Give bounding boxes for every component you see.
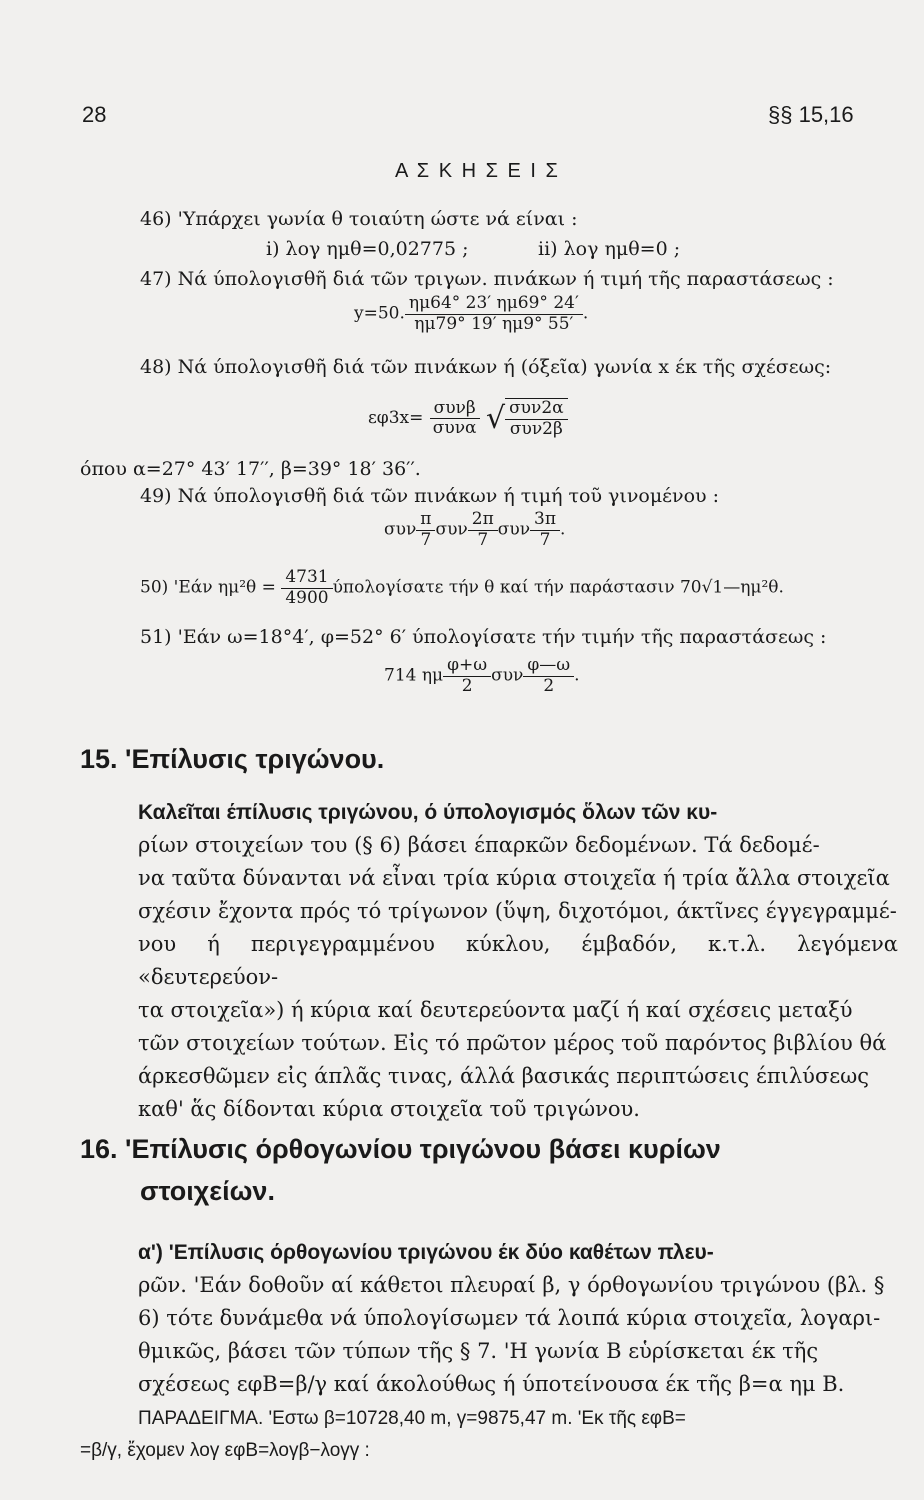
fraction-denominator: 4900 (285, 587, 329, 608)
section-16-title-cont: στοιχείων. (140, 1176, 275, 1206)
body-line: σχέσεως εφΒ=β/γ καί άκολούθως ή ύποτείνουσα έκ τῆς β=α ημ Β. (138, 1372, 845, 1396)
exercise-46-part-ii: ii) λογ ημθ=0 ; (538, 238, 681, 260)
body-line: καθ' ἅς δίδονται κύρια στοιχεῖα τοῦ τριγώνου. (138, 1097, 640, 1121)
square-root-icon: √ (485, 401, 506, 437)
formula-fraction-2 (505, 398, 568, 439)
fraction-3 (530, 510, 560, 550)
fraction-numerator: ημ64° 23′ ημ69° 24′ (405, 294, 583, 315)
body-line: σχέσιν ἔχοντα πρός τό τρίγωνον (ὕψη, διχοτόμοι, άκτῖνες έγγεγραμμέ- (138, 899, 897, 923)
exercise-49-formula (384, 510, 565, 550)
fraction-denominator: συν2β (509, 418, 563, 439)
exercise-48: 48) Νά ύπολογισθῆ διά τῶν πινάκων ή (όξεῖα) γωνία x έκ τῆς σχέσεως: (140, 356, 832, 378)
exercise-47-formula (354, 294, 588, 334)
exercise-47: 47) Νά ύπολογισθῆ διά τῶν τριγων. πινάκων ή τιμή τῆς παραστάσεως : (140, 268, 834, 290)
fraction-denominator: 7 (539, 529, 551, 550)
exercise-50-fraction (281, 568, 332, 608)
formula-end: . (574, 665, 580, 686)
page-number: 28 (82, 102, 107, 127)
exercise-46-part-i: i) λογ ημθ=0,02775 ; (266, 238, 469, 260)
example-line-1: ΠΑΡΑΔΕΙΓΜΑ. 'Εστω β=10728,40 m, γ=9875,47 m. 'Εκ τῆς εφΒ= (138, 1408, 686, 1429)
body-line: τα στοιχεῖα») ή κύρια καί δευτερεύοντα μαζί ή καί σχέσεις μεταξύ (138, 998, 853, 1022)
body-line: ρίων στοιχείων του (§ 6) βάσει έπαρκῶν δεδομένων. Τά δεδομέ- (138, 833, 820, 857)
exercise-50-lhs: 50) 'Εάν ημ²θ = (140, 577, 276, 598)
section-15-body (138, 796, 898, 1126)
fraction-denominator: 2 (543, 675, 555, 696)
fraction-numerator: φ+ω (443, 656, 491, 677)
fraction-numerator: συν2α (505, 399, 568, 420)
fraction-numerator: 2π (468, 510, 498, 531)
fraction-1 (416, 510, 435, 550)
body-line: άρκεσθῶμεν εἰς άπλᾶς τινας, άλλά βασικάς περιπτώσεις έπιλύσεως (138, 1064, 870, 1088)
exercise-50 (140, 568, 784, 608)
exercises-title: Α Σ Κ Η Σ Ε Ι Σ (395, 160, 560, 182)
exercise-48-formula (368, 398, 568, 439)
fraction-numerator: 3π (530, 510, 560, 531)
fraction-numerator: 4731 (281, 568, 332, 589)
formula-lhs: y=50. (354, 303, 405, 324)
formula-end: . (560, 519, 566, 540)
cos-label: συν (491, 665, 524, 686)
exercise-46: 46) 'Υπάρχει γωνία θ τοιαύτη ώστε νά είναι : (140, 208, 578, 230)
formula-lhs: 714 ημ (384, 665, 444, 686)
fraction-numerator: π (416, 510, 435, 531)
cos-label: συν (497, 519, 531, 540)
formula-lhs: εφ3x= (368, 408, 424, 429)
cos-label: συν (384, 519, 417, 540)
formula-end: . (582, 303, 589, 324)
body-line: νου ή περιγεγραμμένου κύκλου, έμβαδόν, κ.τ.λ. λεγόμενα «δευτερεύον- (138, 932, 898, 989)
fraction-1 (443, 656, 491, 696)
exercise-51: 51) 'Εάν ω=18°4′, φ=52° 6′ ύπολογίσατε τήν τιμήν τῆς παραστάσεως : (140, 626, 827, 648)
section-reference: §§ 15,16 (768, 102, 854, 127)
fraction-2 (468, 510, 498, 550)
fraction-denominator: συνα (432, 418, 477, 439)
formula-fraction (405, 294, 583, 334)
fraction-denominator: 7 (420, 529, 432, 550)
fraction-denominator: 7 (477, 529, 489, 550)
exercise-48-where: όπου α=27° 43′ 17′′, β=39° 18′ 36′′. (80, 458, 421, 480)
fraction-denominator: 2 (461, 675, 473, 696)
exercise-51-formula (384, 656, 580, 696)
example-line-2: =β/γ, ἔχομεν λογ εφΒ=λογβ−λογγ : (80, 1440, 370, 1461)
section-15-title: 15. 'Επίλυσις τριγώνου. (80, 744, 385, 774)
section-16-body (138, 1236, 898, 1401)
fraction-2 (523, 656, 574, 696)
body-line: να ταῦτα δύνανται νά εἶναι τρία κύρια στοιχεῖα ή τρία ἄλλα στοιχεῖα (138, 866, 890, 890)
section-15-intro: Καλεῖται έπίλυσις τριγώνου, ό ύπολογισμός ὅλων τῶν κυ- (138, 801, 718, 824)
body-line: ρῶν. 'Εάν δοθοῦν αί κάθετοι πλευραί β, γ όρθογωνίου τριγώνου (βλ. § (138, 1273, 885, 1297)
fraction-numerator: συνβ (430, 399, 480, 420)
exercise-49: 49) Νά ύπολογισθῆ διά τῶν πινάκων ή τιμή τοῦ γινομένου : (140, 485, 720, 507)
body-line: θμικῶς, βάσει τῶν τύπων τῆς § 7. 'Η γωνία Β εὑρίσκεται έκ τῆς (138, 1339, 819, 1363)
fraction-denominator: ημ79° 19′ ημ9° 55′ (414, 313, 574, 334)
exercise-50-rest: ύπολογίσατε τήν θ καί τήν παράστασιν 70√1—ημ²θ. (332, 577, 784, 598)
formula-fraction-1 (429, 399, 481, 439)
cos-label: συν (435, 519, 468, 540)
subsection-a-title: α') 'Επίλυσις όρθογωνίου τριγώνου έκ δύο καθέτων πλευ- (138, 1241, 714, 1264)
fraction-numerator: φ—ω (523, 656, 574, 677)
body-line: 6) τότε δυνάμεθα νά ύπολογίσωμεν τά λοιπά κύρια στοιχεῖα, λογαρι- (138, 1306, 881, 1330)
body-line: τῶν στοιχείων τούτων. Εἰς τό πρῶτον μέρος τοῦ παρόντος βιβλίου θά (138, 1031, 887, 1055)
section-16-title: 16. 'Επίλυσις όρθογωνίου τριγώνου βάσει κυρίων (80, 1134, 721, 1164)
